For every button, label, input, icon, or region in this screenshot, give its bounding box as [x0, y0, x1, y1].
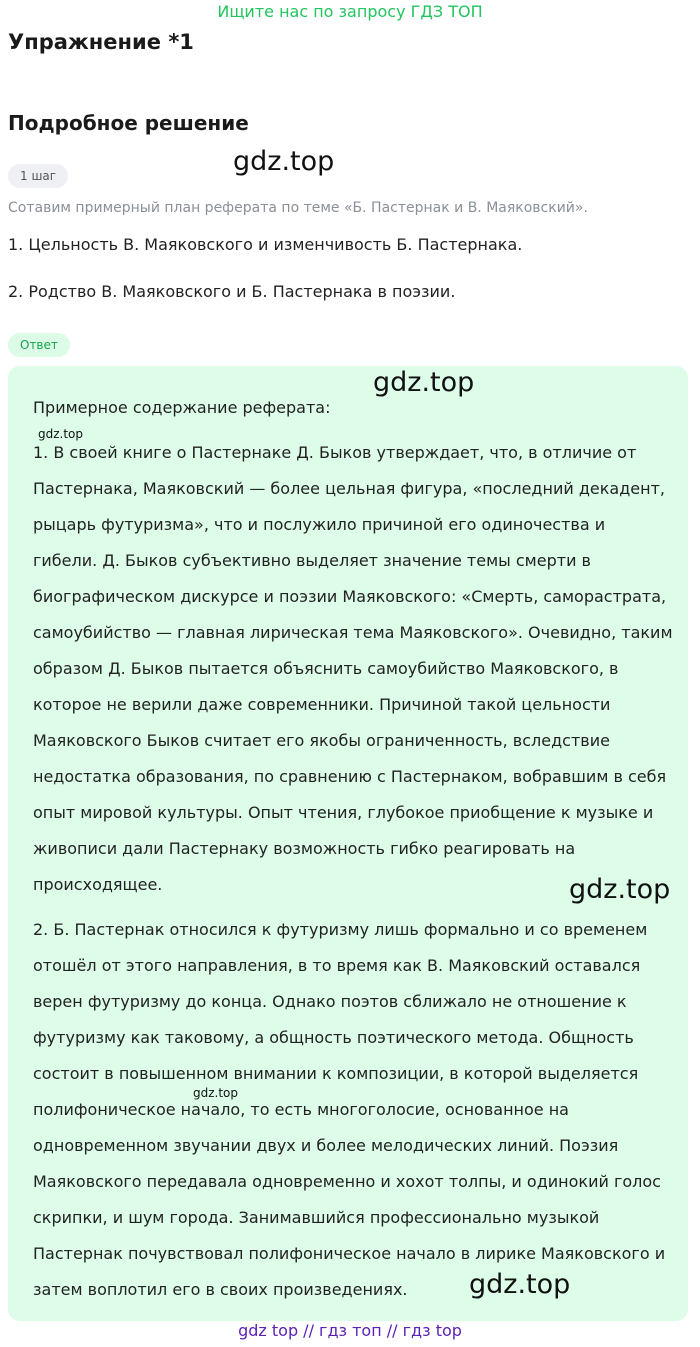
answer-paragraph: 1. В своей книге о Пастернаке Д. Быков утверждает, что, в отличие от Пастернака, Маяковский — более цельная фигура, «последний декадент, рыцарь футуризма», что и послужило причиной его одиночества и гибели. Д. Быков субъективно выделяет значение темы смерти в биографическом дискурсе и поэзии Маяковского: «Смерть, саморастрата, самоубийство — главная лирическая тема Маяковского». Очевидно, таким образом Д. Быков пытается объяснить самоубийство Маяковского, в которое не верили даже современники. Причиной такой цельности Маяковского Быков считает его якобы ограниченность, вследствие недостатка образования, по сравнению с Пастернаком, вобравшим в себя опыт мировой культуры. Опыт чтения, глубокое приобщение к музыке и живописи дали Пастернаку возможность гибко реагировать на происходящее. [33, 443, 673, 894]
answer-badge: Ответ [8, 333, 70, 357]
watermark: gdz.top [38, 427, 84, 441]
step-badge: 1 шаг [8, 164, 68, 188]
answer-paragraph: 2. Б. Пастернак относился к футуризму лишь формально и со временем отошёл от этого направления, в то время как В. Маяковский оставался верен футуризму до конца. Однако поэтов сближало не отношение к футуризму как таковому, а общность поэтического метода. Общность состоит в повышенном внимании к композиции, в которой выделяется полифоническое начало, то есть многоголосие, основанное на одновременном звучании двух и более мелодических линий. Поэзия Маяковского передавала одновременно и хохот толпы, и одинокий голос скрипки, и шум города. Занимавшийся профессионально музыкой Пастернак почувствовал полифоническое начало в лирике Маяковского и затем воплотил его в своих произведениях. [33, 920, 666, 1299]
watermark: gdz.top [373, 367, 475, 398]
plan-item: 1. Цельность В. Маяковского и изменчивость Б. Пастернака. [8, 235, 523, 254]
solution-title: Подробное решение [8, 111, 249, 135]
answer-heading: Примерное содержание реферата: [33, 398, 331, 417]
plan-item: 2. Родство В. Маяковского и Б. Пастернака в поэзии. [8, 282, 456, 301]
footer-links: gdz top // гдз топ // гдз top [238, 1321, 462, 1340]
watermark: gdz.top [569, 874, 671, 905]
exercise-title: Упражнение *1 [8, 30, 194, 54]
top-banner: Ищите нас по запросу ГДЗ ТОП [217, 2, 483, 21]
intro-text: Сотавим примерный план реферата по теме «Б. Пастернак и В. Маяковский». [8, 200, 588, 216]
watermark: gdz.top [233, 146, 335, 177]
watermark: gdz.top [469, 1269, 571, 1300]
watermark: gdz.top [193, 1086, 239, 1100]
